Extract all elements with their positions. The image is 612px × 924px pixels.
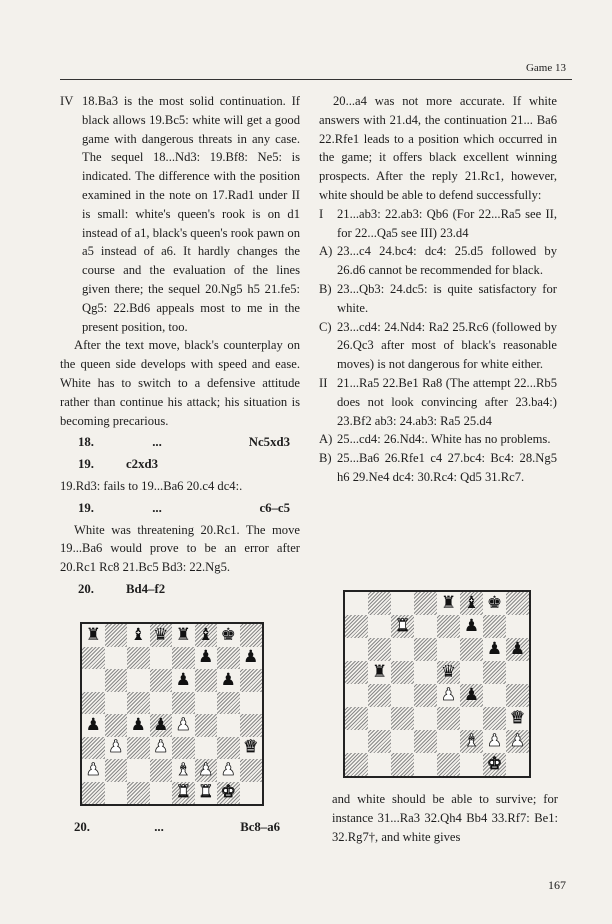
variation-label: I — [319, 206, 324, 221]
board-square — [127, 714, 150, 737]
board-square — [391, 730, 414, 753]
paragraph-threat: White was threatening 20.Rc1. The move 19...Ba6 would prove to be an error after 20.Rc1 Rc8 21.Bc5 Bd3: 22.Ng5. — [60, 522, 300, 575]
black-pawn-icon: ♟ — [130, 714, 146, 735]
board-square — [437, 661, 460, 684]
board-square — [414, 684, 437, 707]
board-square — [506, 707, 529, 730]
variation-entry — [319, 374, 557, 430]
white-king-icon: ♚ — [220, 782, 236, 803]
board-square — [195, 759, 218, 782]
board-square — [506, 730, 529, 753]
white-pawn-icon: ♟ — [509, 731, 526, 751]
black-pawn-icon: ♟ — [175, 669, 191, 690]
black-pawn-icon: ♟ — [220, 669, 236, 690]
move-text: c6–c5 — [259, 500, 290, 515]
board-square — [460, 592, 483, 615]
board-square — [460, 684, 483, 707]
board-square — [506, 753, 529, 776]
board-square — [150, 737, 173, 760]
board-square — [127, 669, 150, 692]
board-square — [506, 638, 529, 661]
board-square — [460, 638, 483, 661]
move-text: Bc8–a6 — [240, 820, 280, 834]
black-bishop-icon: ♝ — [463, 593, 480, 613]
header-rule — [60, 79, 572, 80]
board-square — [483, 638, 506, 661]
white-rook-icon: ♜ — [198, 782, 214, 803]
right-column — [319, 92, 557, 487]
board-square — [345, 707, 368, 730]
board-square — [127, 782, 150, 805]
move-number: 19. — [78, 457, 94, 472]
board-square — [195, 669, 218, 692]
board-square — [345, 730, 368, 753]
board-square — [217, 759, 240, 782]
board-square — [437, 592, 460, 615]
board-square — [483, 592, 506, 615]
board-square — [82, 737, 105, 760]
board-square — [368, 730, 391, 753]
paragraph-survive: and white should be able to survive; for instance 31...Ra3 32.Qh4 Bb4 33.Rf7: Be1: 32.Rg7†, and white gives — [332, 792, 558, 844]
black-pawn-icon: ♟ — [463, 616, 480, 636]
move-20-white — [60, 580, 300, 599]
variation-text: 25...cd4: 26.Nd4:. White has no problems. — [337, 432, 551, 447]
white-pawn-icon: ♟ — [153, 737, 169, 758]
board-square — [437, 615, 460, 638]
board-square — [195, 692, 218, 715]
board-square — [506, 661, 529, 684]
white-pawn-icon: ♟ — [198, 759, 214, 780]
white-pawn-icon: ♟ — [175, 714, 191, 735]
board-square — [368, 592, 391, 615]
board-square — [105, 759, 128, 782]
paragraph-counterplay: After the text move, black's counterplay on the queen side develops with speed and ease. White has to switch to a defensive attitude rather than continue his attack; his situation is becoming precarious. — [60, 338, 300, 428]
move-number: 19. — [78, 500, 94, 515]
black-rook-icon: ♜ — [440, 593, 457, 613]
move-text: c2xd3 — [126, 457, 158, 472]
board-square — [506, 592, 529, 615]
white-rook-icon: ♜ — [394, 616, 411, 636]
board-square — [217, 647, 240, 670]
move-text: Nc5xd3 — [248, 435, 290, 450]
move-20-black — [60, 820, 300, 835]
variation-entry — [319, 242, 557, 280]
running-title: Game 13 — [525, 62, 566, 74]
board-square — [345, 638, 368, 661]
board-square — [460, 753, 483, 776]
board-square — [240, 647, 263, 670]
board-square — [240, 692, 263, 715]
board-square — [150, 669, 173, 692]
move-ellipsis: ... — [152, 435, 162, 450]
black-king-icon: ♚ — [486, 593, 503, 613]
board-square — [240, 714, 263, 737]
board-square — [345, 661, 368, 684]
black-pawn-icon: ♟ — [85, 714, 101, 735]
board-square — [172, 782, 195, 805]
white-pawn-icon: ♟ — [85, 759, 101, 780]
board-square — [391, 638, 414, 661]
board-square — [345, 592, 368, 615]
black-pawn-icon: ♟ — [153, 714, 169, 735]
board-square — [240, 669, 263, 692]
note-19: 19.Rd3: fails to 19...Ba6 20.c4 dc4:. — [60, 478, 243, 493]
board-square — [483, 730, 506, 753]
board-square — [105, 737, 128, 760]
board-square — [460, 707, 483, 730]
board-square — [345, 753, 368, 776]
black-pawn-icon: ♟ — [198, 647, 214, 668]
board-square — [150, 624, 173, 647]
board-square — [414, 661, 437, 684]
variation-entry — [319, 205, 557, 243]
variation-text: 23...c4 24.bc4: dc4: 25.d5 followed by 26.d6 cannot be recommended for black. — [337, 244, 557, 278]
board-square — [172, 647, 195, 670]
black-bishop-icon: ♝ — [198, 624, 214, 645]
board-square — [105, 669, 128, 692]
black-rook-icon: ♜ — [85, 624, 101, 645]
board-square — [172, 624, 195, 647]
note-iv-text: 18.Ba3 is the most solid continuation. If black allows 19.Bc5: white will get a good game with dangerous threats in any case. The sequel 18...Nd3: 19.Bf8: Ne5: is indicated. The difference with the position examined in the note on 17.Rad1 under II is small: white's queen's rook is on d1 instead of a1, black's queen's rook pawn on a5 instead of a6. It hardly changes the course and the evaluation of the lines given there; the sequel 20.Ng5 h5 21.fe5: Qg5: 22.Bd6 appeals most to me in the present position, too. — [82, 94, 300, 334]
board-square — [414, 638, 437, 661]
board-square — [82, 669, 105, 692]
board-square — [105, 624, 128, 647]
board-square — [150, 714, 173, 737]
move-19-white — [60, 455, 300, 474]
board-square — [368, 753, 391, 776]
board-square — [172, 692, 195, 715]
board-square — [368, 661, 391, 684]
board-square — [82, 782, 105, 805]
move-18 — [60, 433, 300, 452]
variation-label: II — [319, 375, 328, 390]
black-king-icon: ♚ — [220, 624, 236, 645]
board-square — [195, 782, 218, 805]
board-square — [345, 684, 368, 707]
board-square — [240, 624, 263, 647]
board-square — [483, 707, 506, 730]
black-pawn-icon: ♟ — [243, 647, 259, 668]
board-square — [240, 759, 263, 782]
black-rook-icon: ♜ — [175, 624, 191, 645]
chess-board — [343, 590, 531, 778]
board-square — [437, 707, 460, 730]
board-square — [368, 615, 391, 638]
board-square — [105, 782, 128, 805]
page-number: 167 — [548, 878, 566, 892]
black-queen-icon: ♛ — [440, 662, 457, 682]
board-square — [150, 647, 173, 670]
white-pawn-icon: ♟ — [220, 759, 236, 780]
board-square — [506, 684, 529, 707]
white-pawn-icon: ♟ — [108, 737, 124, 758]
board-square — [172, 759, 195, 782]
note-iv — [60, 92, 300, 336]
board-square — [368, 707, 391, 730]
board-square — [195, 624, 218, 647]
black-queen-icon: ♛ — [153, 624, 169, 645]
board-square — [391, 707, 414, 730]
board-square — [150, 782, 173, 805]
board-square — [391, 684, 414, 707]
board-square — [437, 753, 460, 776]
board-square — [506, 615, 529, 638]
variation-label: A) — [319, 432, 333, 447]
board-square — [127, 759, 150, 782]
board-square — [127, 624, 150, 647]
board-square — [195, 647, 218, 670]
board-square — [240, 737, 263, 760]
board-square — [414, 707, 437, 730]
black-pawn-icon: ♟ — [463, 685, 480, 705]
board-square — [240, 782, 263, 805]
board-square — [414, 592, 437, 615]
move-ellipsis: ... — [152, 500, 162, 515]
board-square — [82, 647, 105, 670]
variation-text: 23...Qb3: 24.dc5: is quite satisfactory for white. — [337, 281, 557, 315]
board-square — [483, 684, 506, 707]
board-square — [127, 737, 150, 760]
board-square — [437, 730, 460, 753]
board-square — [195, 714, 218, 737]
paragraph-20-a4: 20...a4 was not more accurate. If white answers with 21.d4, the continuation 21... Ba6 22.Rfe1 leads to a position which occurred in the game; it offers black excellent winning prospects. After the reply 21.Rc1, however, white should be able to defend successfully: — [319, 94, 557, 202]
board-square — [414, 753, 437, 776]
variation-label: B) — [319, 451, 332, 466]
board-square — [217, 624, 240, 647]
board-square — [217, 692, 240, 715]
move-number: 18. — [78, 435, 94, 450]
board-square — [217, 737, 240, 760]
white-rook-icon: ♜ — [175, 782, 191, 803]
board-square — [391, 753, 414, 776]
board-square — [82, 692, 105, 715]
move-number: 20. — [74, 820, 90, 834]
board-square — [345, 615, 368, 638]
board-square — [483, 661, 506, 684]
variation-entry — [319, 430, 557, 449]
move-number: 20. — [78, 581, 94, 596]
chess-board — [80, 622, 264, 806]
board-square — [391, 592, 414, 615]
board-square — [127, 692, 150, 715]
black-rook-icon: ♜ — [371, 662, 388, 682]
move-ellipsis: ... — [154, 820, 164, 834]
board-square — [82, 759, 105, 782]
board-square — [460, 615, 483, 638]
board-square — [414, 615, 437, 638]
variation-text: 25...Ba6 26.Rfe1 c4 27.bc4: Bc4: 28.Ng5 h6 29.Ne4 dc4: 30.Rc4: Qd5 31.Rc7. — [337, 451, 557, 484]
white-queen-icon: ♛ — [243, 737, 259, 758]
board-square — [172, 669, 195, 692]
black-bishop-icon: ♝ — [130, 624, 146, 645]
left-column — [60, 92, 300, 602]
board-square — [217, 669, 240, 692]
board-square — [105, 647, 128, 670]
board-square — [195, 737, 218, 760]
move-19-black — [60, 499, 300, 518]
variation-text: 23...cd4: 24.Nd4: Ra2 25.Rc6 (followed by 26.Qc3 after most of black's reasonable moves) is not dangerous for white either. — [337, 319, 557, 372]
white-pawn-icon: ♟ — [486, 731, 503, 751]
board-square — [82, 714, 105, 737]
variation-label: B) — [319, 281, 332, 296]
board-square — [217, 714, 240, 737]
chess-diagram-left — [80, 622, 264, 806]
board-square — [437, 684, 460, 707]
board-square — [391, 661, 414, 684]
board-square — [217, 782, 240, 805]
board-square — [414, 730, 437, 753]
board-square — [460, 661, 483, 684]
variation-entry — [319, 449, 557, 487]
board-square — [127, 647, 150, 670]
board-square — [172, 714, 195, 737]
board-square — [105, 692, 128, 715]
white-bishop-icon: ♝ — [175, 759, 191, 780]
board-square — [391, 615, 414, 638]
variation-entry — [319, 280, 557, 318]
variation-label: A) — [319, 244, 333, 259]
variation-text: 21...Ra5 22.Be1 Ra8 (The attempt 22...Rb5 does not look convincing after 23.ba4:) 23.Bf2 ab3: 24.ab3: Ra5 25.d4 — [337, 375, 557, 428]
board-square — [483, 615, 506, 638]
board-square — [82, 624, 105, 647]
board-square — [460, 730, 483, 753]
black-pawn-icon: ♟ — [509, 639, 526, 659]
board-square — [483, 753, 506, 776]
chess-diagram-right — [343, 590, 531, 778]
board-square — [172, 737, 195, 760]
white-bishop-icon: ♝ — [463, 731, 480, 751]
black-pawn-icon: ♟ — [486, 639, 503, 659]
board-square — [368, 638, 391, 661]
board-square — [105, 714, 128, 737]
board-square — [150, 692, 173, 715]
variation-entry — [319, 318, 557, 374]
board-square — [368, 684, 391, 707]
variation-label: C) — [319, 319, 332, 334]
white-queen-icon: ♛ — [509, 708, 526, 728]
board-square — [150, 759, 173, 782]
white-king-icon: ♚ — [486, 754, 503, 774]
move-text: Bd4–f2 — [126, 581, 166, 596]
board-square — [437, 638, 460, 661]
white-pawn-icon: ♟ — [440, 685, 457, 705]
variation-text: 21...ab3: 22.ab3: Qb6 (For 22...Ra5 see II, for 22...Qa5 see III) 23.d4 — [337, 206, 557, 240]
note-iv-label: IV — [60, 94, 74, 108]
